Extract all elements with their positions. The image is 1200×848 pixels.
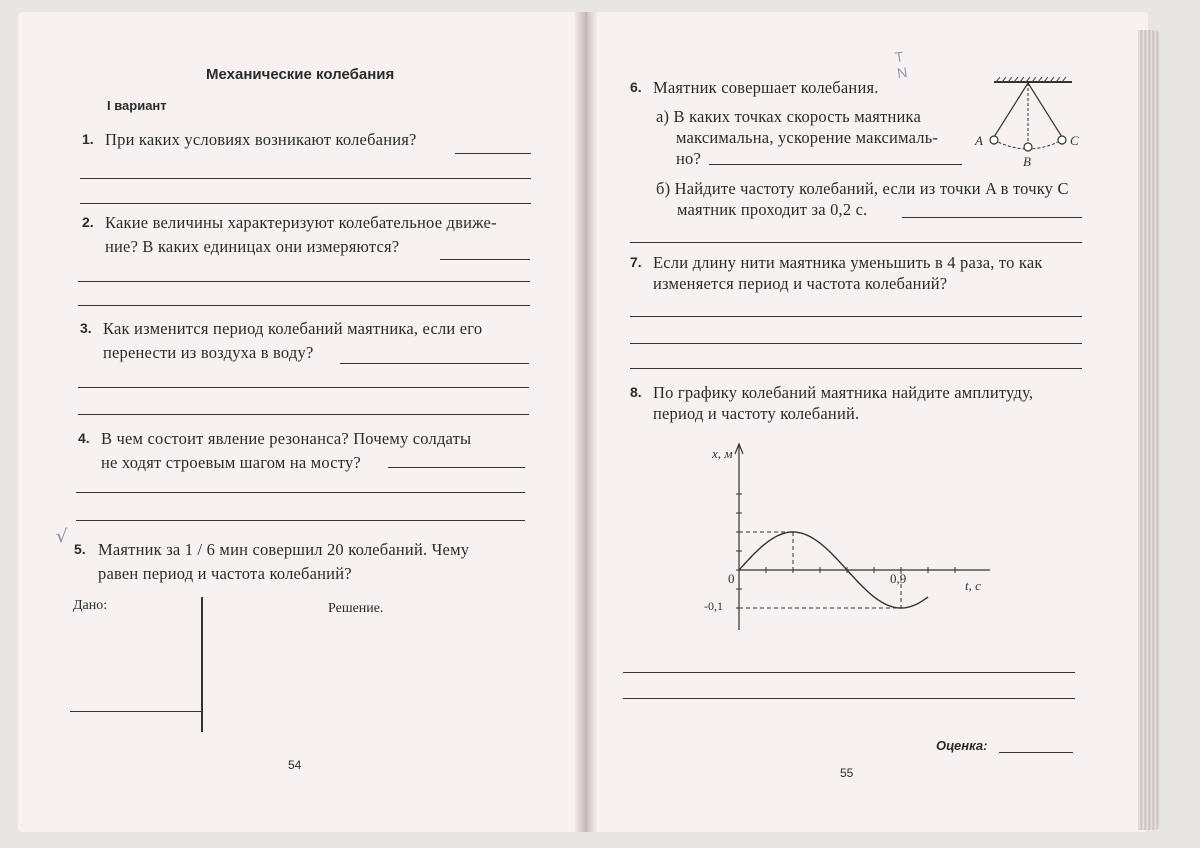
question-2-line-1: Какие величины характеризуют колебательное движе- <box>105 213 497 232</box>
question-2-line-2: ние? В каких единицах они измеряются? <box>105 237 400 256</box>
page-number-left: 54 <box>288 758 302 772</box>
variant-label: I вариант <box>107 98 167 113</box>
answer-line[interactable] <box>78 305 530 306</box>
answer-line[interactable] <box>455 153 531 154</box>
question-6a-line-1: а) В каких точках скорость маятника <box>656 107 922 126</box>
question-7-number: 7. <box>630 254 642 270</box>
question-5-line-1: Маятник за 1 / 6 мин совершил 20 колебаний. Чему <box>98 540 470 559</box>
page-number-right: 55 <box>840 766 854 780</box>
oscillation-chart <box>700 438 1000 638</box>
point-a-label: A <box>975 133 983 148</box>
pendulum-bob-b <box>1024 143 1032 151</box>
check-mark: √ <box>56 526 68 547</box>
question-7-line-1: Если длину нити маятника уменьшить в 4 раза, то как <box>653 253 1043 272</box>
answer-line[interactable] <box>630 316 1082 317</box>
answer-line[interactable] <box>80 203 531 204</box>
page-title: Механические колебания <box>206 66 395 83</box>
answer-line[interactable] <box>78 414 529 415</box>
answer-line[interactable] <box>630 368 1082 369</box>
question-1-number: 1. <box>82 131 94 147</box>
question-8-line-2: период и частоту колебаний. <box>653 404 860 423</box>
solution-label: Решение. <box>328 601 384 616</box>
pendulum-bob-c <box>1058 136 1066 144</box>
question-6-number: 6. <box>630 79 642 95</box>
question-8-number: 8. <box>630 384 642 400</box>
question-3-line-1: Как изменится период колебаний маятника, если его <box>103 319 483 338</box>
point-c-label: C <box>1070 133 1079 148</box>
question-6a-line-3: но? <box>676 149 702 168</box>
answer-line[interactable] <box>80 178 531 179</box>
question-5-number: 5. <box>74 541 86 557</box>
answer-line[interactable] <box>630 242 1082 243</box>
question-2-number: 2. <box>82 214 94 230</box>
grade-line[interactable] <box>999 752 1073 753</box>
answer-line[interactable] <box>623 672 1075 673</box>
pencil-mark: T N <box>893 48 909 82</box>
grade-label: Оценка: <box>936 738 988 753</box>
x-tick-label: 0,9 <box>890 571 907 586</box>
question-6-text: Маятник совершает колебания. <box>653 78 879 97</box>
answer-line[interactable] <box>78 387 529 388</box>
y-tick-label: -0,1 <box>704 599 723 613</box>
answer-line[interactable] <box>76 492 525 493</box>
pendulum-bob-a <box>990 136 998 144</box>
book-gutter <box>575 12 597 832</box>
question-6b-line-1: б) Найдите частоту колебаний, если из точки A в точку C <box>656 179 1069 198</box>
question-3-line-2: перенести из воздуха в воду? <box>103 343 314 362</box>
question-3-number: 3. <box>80 320 92 336</box>
question-5-line-2: равен период и частота колебаний? <box>98 564 352 583</box>
question-6a-line-2: максимальна, ускорение максималь- <box>676 128 939 147</box>
page-edges <box>1138 30 1160 830</box>
point-b-label: B <box>1023 154 1031 169</box>
answer-line[interactable] <box>340 363 529 364</box>
pendulum-string-right <box>1028 83 1062 137</box>
answer-line[interactable] <box>902 217 1082 218</box>
question-8-line-1: По графику колебаний маятника найдите амплитуду, <box>653 383 1034 402</box>
answer-line[interactable] <box>623 698 1075 699</box>
question-6b-line-2: маятник проходит за 0,2 с. <box>677 200 868 219</box>
given-underline <box>70 711 201 712</box>
question-4-number: 4. <box>78 430 90 446</box>
pendulum-diagram <box>966 74 1086 174</box>
question-4-line-1: В чем состоит явление резонанса? Почему солдаты <box>101 429 472 448</box>
question-1-text: При каких условиях возникают колебания? <box>105 130 417 149</box>
answer-line[interactable] <box>78 281 530 282</box>
answer-line[interactable] <box>388 467 525 468</box>
given-divider <box>201 597 203 732</box>
given-label: Дано: <box>73 598 108 613</box>
answer-line[interactable] <box>76 520 525 521</box>
question-4-line-2: не ходят строевым шагом на мосту? <box>101 453 361 472</box>
question-7-line-2: изменяется период и частота колебаний? <box>653 274 948 293</box>
origin-tick-label: 0 <box>728 571 735 586</box>
answer-line[interactable] <box>630 343 1082 344</box>
pendulum-string-left <box>994 83 1028 137</box>
answer-line[interactable] <box>709 164 962 165</box>
answer-line[interactable] <box>440 259 530 260</box>
y-axis-label: x, м <box>712 446 733 461</box>
x-axis-label: t, с <box>965 578 981 593</box>
